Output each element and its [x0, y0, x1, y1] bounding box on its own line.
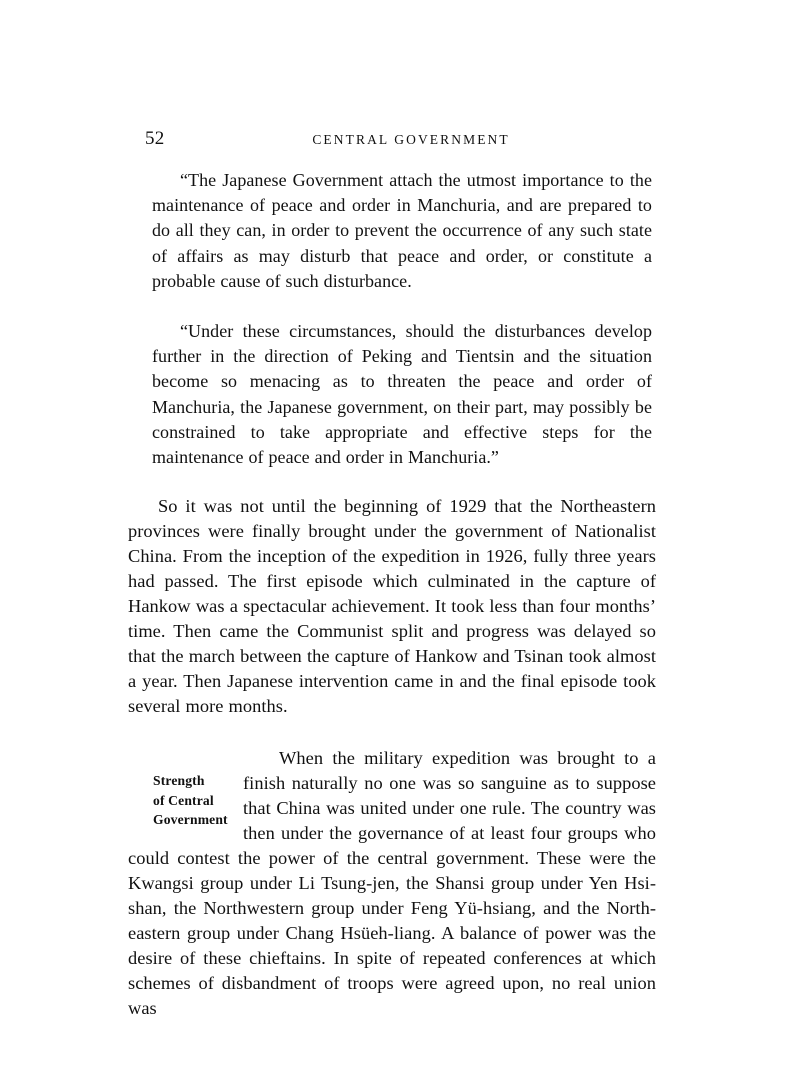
side-noted-paragraph-block [128, 746, 656, 1021]
running-head-title: CENTRAL GOVERNMENT [312, 132, 510, 147]
spacer [128, 470, 656, 494]
sidenote-line-3: Government [153, 812, 228, 828]
block-quote-paragraph: “The Japanese Government attach the utmost importance to the maintenance of peace and order in Manchuria, and are prepared to do all they can, in order to prevent the occurrence of any such state of affairs as may disturb that peace and order, or constitute a probable cause of such disturbance. [152, 170, 652, 291]
body-paragraph: When the military expedition was brought to a finish naturally no one was so sanguine as to suppose that China was united under one rule. The country was then under the governance of at least four groups who could contest the power of the central government. These were the Kwangsi group under Li Tsung-jen, the Shansi group under Yen Hsi-shan, the Northwestern group under Feng Yü-hsiang, and the North-eastern group under Chang Hsüeh-liang. A balance of power was the desire of these chieftains. In spite of repeated conferences at which schemes of disbandment of troops were agreed upon, no real union was [128, 748, 656, 1019]
sidenote-line-2: of Central [153, 792, 214, 808]
body-paragraph: So it was not until the beginning of 1929 that the Northeastern provinces were finally brought under the government of Nationalist China. From the inception of the expedition in 1926, fully three years had passed. The first episode which culminated in the capture of Hankow was a spectacular achievement. It took less than four months’ time. Then came the Communist split and progress was delayed so that the march between the capture of Hankow and Tsinan took almost a year. Then Japanese intervention came in and the final episode took several more months. [128, 496, 656, 717]
text-block [128, 168, 656, 1021]
page-number: 52 [145, 128, 165, 149]
block-quote-first [152, 168, 652, 294]
block-quote-paragraph: “Under these circumstances, should the disturbances develop further in the direction of Peking and Tientsin and the situation become so menacing as to threaten the peace and order of Manchuria, the Japanese government, on their part, may possibly be constrained to take appropriate and effective steps for the maintenance of peace and order in Manchuria.” [152, 321, 652, 468]
spacer [128, 294, 656, 319]
running-head [145, 128, 655, 150]
sidenote-line-1: Strength [153, 773, 205, 789]
spacer [128, 719, 656, 746]
block-quote-second [152, 319, 652, 470]
marginal-sidenote [153, 771, 263, 830]
